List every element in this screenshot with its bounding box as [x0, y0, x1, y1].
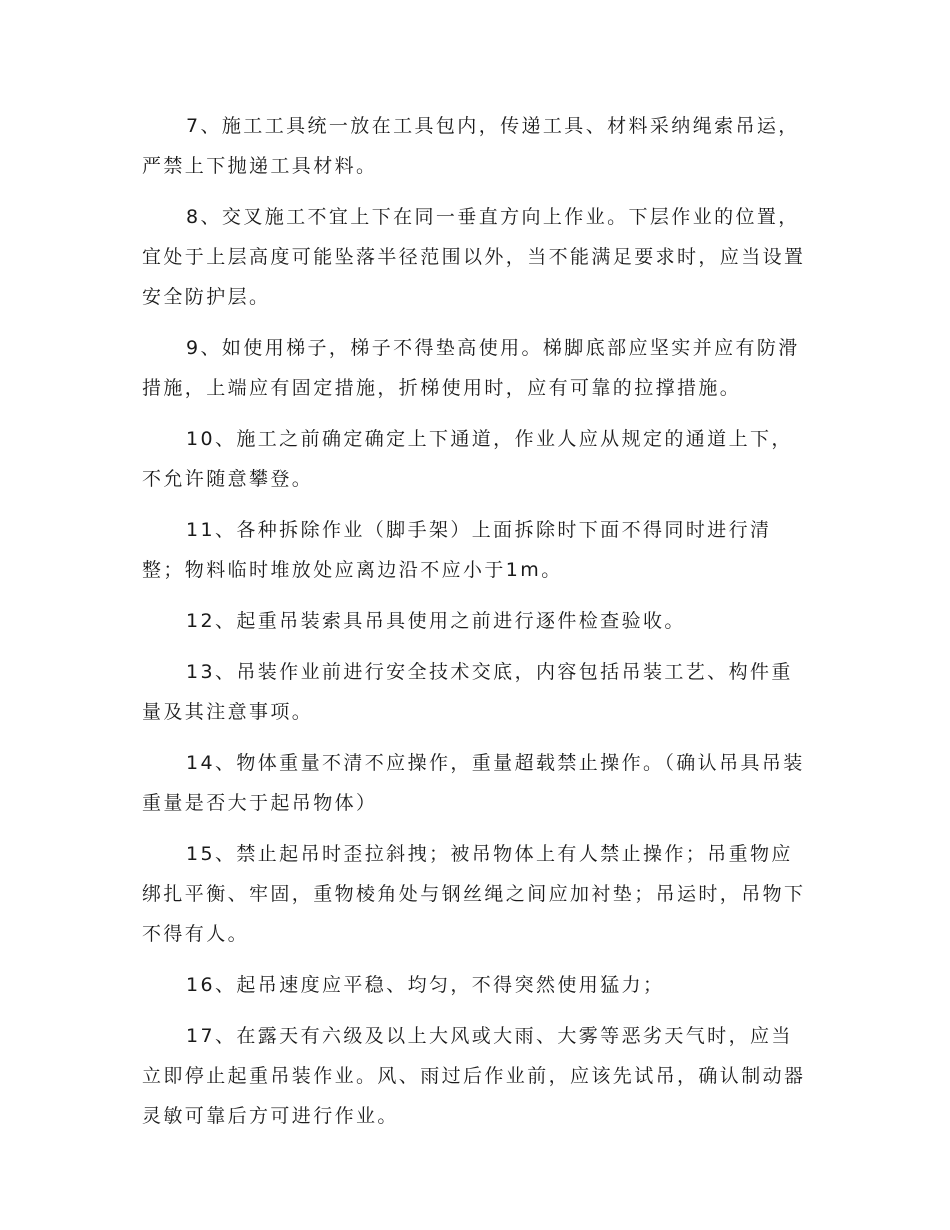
- paragraph-item-8: 8、交叉施工不宜上下在同一垂直方向上作业。下层作业的位置，宜处于上层高度可能坠落半径范围以外，当不能满足要求时，应当设置安全防护层。: [142, 206, 806, 308]
- paragraph-item-9: 9、如使用梯子，梯子不得垫高使用。梯脚底部应坚实并应有防滑措施，上端应有固定措施，折梯使用时，应有可靠的拉撑措施。: [142, 337, 800, 399]
- paragraph-item-15: 15、禁止起吊时歪拉斜拽；被吊物体上有人禁止操作；吊重物应绑扎平衡、牢固，重物棱角处与钢丝绳之间应加衬垫；吊运时，吊物下不得有人。: [142, 843, 806, 945]
- paragraph-item-7: 7、施工工具统一放在工具包内，传递工具、材料采纳绳索吊运，严禁上下抛递工具材料。: [142, 115, 800, 177]
- paragraph-item-16: 16、起吊速度应平稳、均匀，不得突然使用猛力；: [186, 974, 665, 996]
- paragraph-item-14: 14、物体重量不清不应操作，重量超载禁止操作。（确认吊具吊装重量是否大于起吊物体）: [142, 752, 805, 814]
- paragraph-item-17: 17、在露天有六级及以上大风或大雨、大雾等恶劣天气时，应当立即停止起重吊装作业。风、雨过后作业前，应该先试吊，确认制动器灵敏可靠后方可进行作业。: [142, 1025, 806, 1127]
- paragraph-item-10: 10、施工之前确定确定上下通道，作业人应从规定的通道上下，不允许随意攀登。: [142, 428, 793, 490]
- document-body: [142, 106, 808, 1147]
- paragraph-item-11: 11、各种拆除作业（脚手架）上面拆除时下面不得同时进行清整；物料临时堆放处应离边沿不应小于1m。: [142, 519, 772, 581]
- paragraph-item-12: 12、起重吊装索具吊具使用之前进行逐件检查验收。: [186, 610, 686, 632]
- paragraph-item-13: 13、吊装作业前进行安全技术交底，内容包括吊装工艺、构件重量及其注意事项。: [142, 661, 793, 723]
